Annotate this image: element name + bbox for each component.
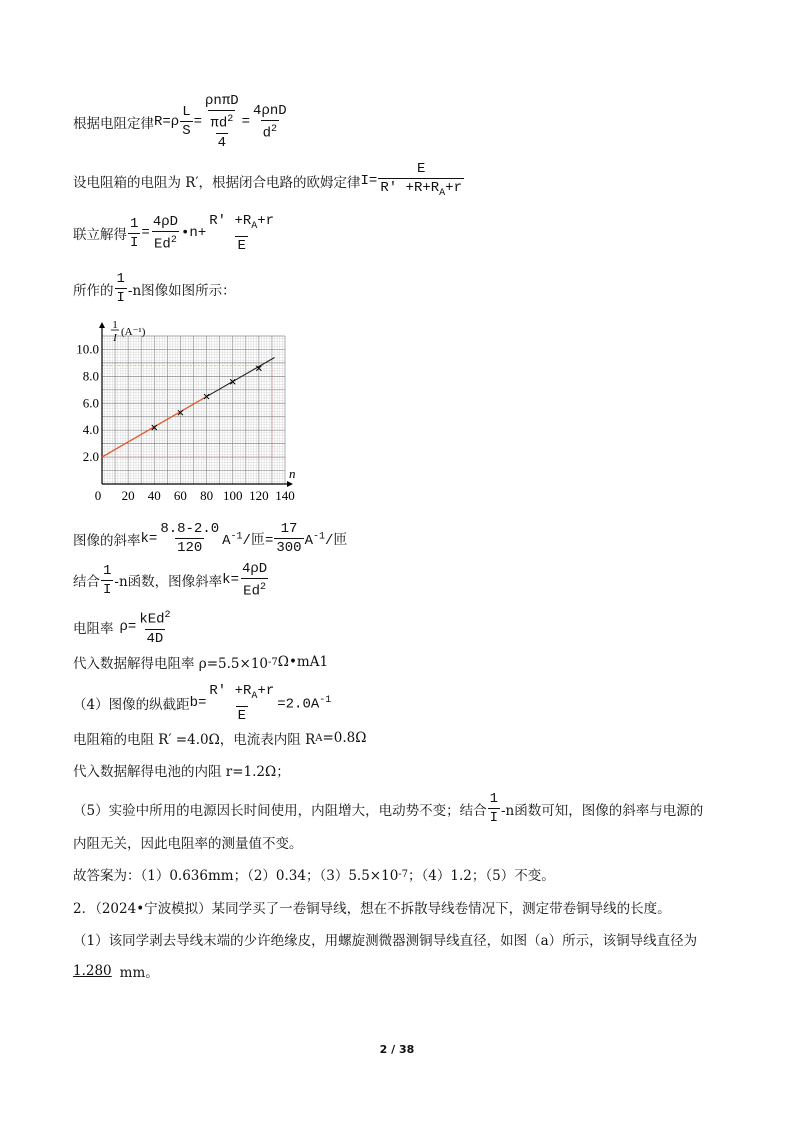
y-tick-label: 4.0 [82,422,99,438]
fraction-rho-n-pi-d: $\frac{\text{ρnπD}}{\frac{\pi d^2}{4}}$ [205,93,239,151]
x-tick-label: 0 [94,488,102,503]
solve-line: 联立解得 $\frac{1}{I}$ = $\frac{4\rho D}{Ed^2}$ •n+ $\frac{R' +R_A+r}{E}$ [73,213,275,254]
resistance-box-line: 电阻箱的电阻 R′ =4.0Ω，电流表内阻 R A =0.8Ω [73,730,367,748]
y-tick-label: 2.0 [82,449,99,465]
ohm-law-prefix: 设电阻箱的电阻为 R′，根据闭合电路的欧姆定律 [73,175,361,192]
x-tick-label: 60 [173,488,187,503]
fraction-resistivity: $\frac{kEd^2}{4D}$ [139,610,171,647]
y-tick-label: 8.0 [82,368,99,384]
ohm-law-line: 设电阻箱的电阻为 R′，根据闭合电路的欧姆定律 I= $\frac{E}{R' +R+R_A+r}$ [73,160,465,203]
y-axis-label-denominator: I [113,332,117,344]
combine-line: 结合 $\frac{1}{I}$ -n函数，图像斜率 k= $\frac{4\rho D}{Ed^2}$ [73,561,268,600]
internal-resistance-line: 代入数据解得电池的内阻 r=1.2Ω； [73,764,290,780]
y-tick-label: 10.0 [76,341,99,357]
resistivity-formula-line: 电阻率 ρ= $\frac{kEd^2}{4D}$ [73,607,174,648]
fraction-l-over-s: $\frac{L}{S}$ [182,104,191,140]
fraction-4-rho-n-d: $\frac{\text{4ρnD}}{d^2}$ [253,102,287,142]
x-tick-label: 20 [121,488,135,503]
resistance-law-line: 根据电阻定律 R=ρ $\frac{L}{S}$ = $\frac{\text{ρnπD}}{\frac{\pi d^2}{4}}$ = $\frac{\text{4ρnD}}{d^2}$ [73,93,287,151]
fraction-intercept-b: $\frac{R' +R_A+r}{E}$ [209,683,275,724]
x-axis-label: n [289,466,296,481]
fraction-intercept: $\frac{R' +R_A+r}{E}$ [209,213,275,254]
x-axis-arrow [287,481,293,487]
part5-line: （5）实验中所用的电源因长时间使用，内阻增大，电动势不变；结合 $\frac{1}{I}$ -n函数可知，图像的斜率与电源的 [73,791,704,826]
q2-answer-blank: 1.280 [73,963,112,979]
resistance-law-prefix: 根据电阻定律 [73,115,154,132]
x-tick-label: 40 [147,488,161,503]
fraction-ohm: $\frac{E}{R' +R+R_A+r}$ [378,160,464,203]
x-tick-label: 80 [200,488,214,503]
resistivity-value-line: 代入数据解得电阻率 ρ=5.5×10 -7 Ω•mA1 [73,654,329,672]
y-axis-arrow [99,322,105,328]
graph-intro-line: 所作的 $\frac{1}{I}$ -n图像如图所示： [73,271,236,306]
question-2-line: 2．（2024•宁波模拟）某同学买了一卷铜导线，想在不拆散导线卷情况下，测定带卷铜导线的长度。 [73,901,671,917]
x-tick-label: 140 [275,488,295,503]
fraction-one-over-i-graph: $\frac{1}{I}$ [116,271,125,306]
fraction-one-over-i: $\frac{1}{I}$ [130,215,139,251]
answer-line: 故答案为：（1）0.636mm；（2）0.34；（3）5.5×10 -7 ；（4）1.2；（5）不变。 [73,868,555,884]
resistance-law-lhs: R=ρ [154,113,180,130]
question-2-answer-line: 1.280 mm。 [73,963,159,981]
solve-prefix: 联立解得 [73,227,127,244]
y-axis-label-unit: (A⁻¹) [121,326,146,338]
page-footer: 2 / 38 [379,1043,415,1056]
y-axis-label-numerator: 1 [112,319,118,331]
x-tick-label: 120 [249,488,269,503]
question-2-part1-line: （1）该同学剥去导线末端的少许绝缘皮，用螺旋测微器测铜导线直径，如图（a）所示，该铜导线直径为 [73,933,698,949]
fraction-4-rho-d-over-ed2: $\frac{4\rho D}{Ed^2}$ [152,214,179,253]
chart-grid [102,336,285,484]
fraction-slope-formula: $\frac{4\rho D}{Ed^2}$ [241,561,268,600]
inverse-current-vs-turns-chart [73,318,313,513]
part4-line: （4）图像的纵截距 b= $\frac{R' +R_A+r}{E}$ $=2.0A^{-1}$ [73,683,332,724]
slope-line: 图像的斜率 k= $\frac{8.8-2.0}{120}$ $A^{-1}/$匝= $\frac{17}{300}$ $A^{-1}/$匝 [73,521,348,556]
x-tick-label: 100 [222,488,243,503]
fraction-slope-calc: $\frac{8.8-2.0}{120}$ [160,521,220,556]
y-tick-label: 6.0 [82,395,99,411]
part5-line-2: 内阻无关，因此电阻率的测量值不变。 [73,836,303,852]
fraction-slope-result: $\frac{17}{300}$ [276,521,302,556]
